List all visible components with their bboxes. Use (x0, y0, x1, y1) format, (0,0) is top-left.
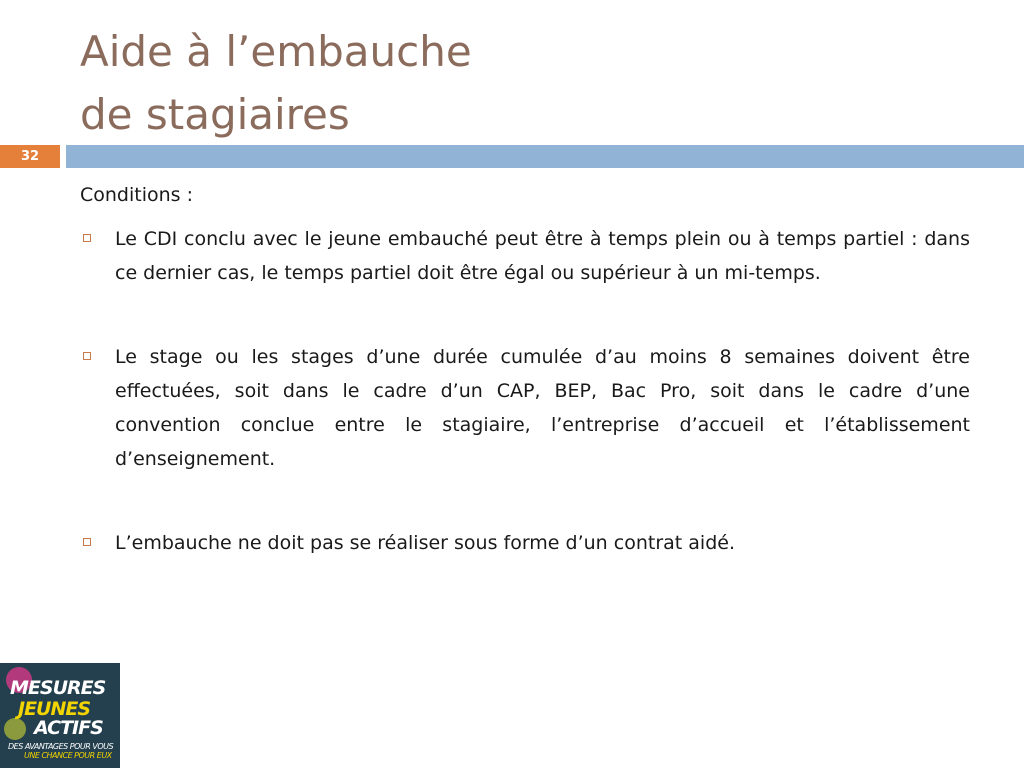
slide-title-line-2: de stagiaires (80, 90, 350, 139)
conditions-heading: Conditions : (80, 184, 194, 206)
logo-text-mesures: MESURES (10, 677, 106, 699)
bullet-text: Le CDI conclu avec le jeune embauché peut être à temps plein ou à temps partiel : dans ce dernier cas, le temps partiel doit être égal ou supérieur à un mi-temps. (115, 228, 970, 284)
logo-tagline-2: UNE CHANCE POUR EUX (24, 751, 112, 760)
slide-title (80, 20, 472, 146)
bullet-text: Le stage ou les stages d’une durée cumulée d’au moins 8 semaines doivent être effectuées, soit dans le cadre d’un CAP, BEP, Bac Pro, soit dans le cadre d’une convention conclue entre le stagiaire, l’entreprise d’accueil et l’établissement d’enseignement. (115, 346, 970, 470)
slide-content (80, 178, 970, 560)
mesures-jeunes-actifs-logo (0, 663, 120, 768)
bullet-item (80, 340, 970, 476)
logo-text-jeunes: JEUNES (18, 698, 91, 720)
circle-dot-icon (4, 718, 26, 740)
square-outline-bullet-icon (83, 538, 91, 546)
slide-number: 32 (0, 145, 60, 168)
bullet-list (80, 222, 970, 560)
square-outline-bullet-icon (83, 352, 91, 360)
accent-bar (0, 145, 1024, 168)
bullet-item (80, 222, 970, 290)
logo-text-actifs: ACTIFS (34, 717, 103, 739)
logo-tagline-1: DES AVANTAGES POUR VOUS (8, 742, 114, 751)
slide-title-line-1: Aide à l’embauche (80, 27, 472, 76)
bullet-item (80, 526, 970, 560)
square-outline-bullet-icon (83, 234, 91, 242)
accent-bar-stripe (66, 145, 1024, 168)
bullet-text: L’embauche ne doit pas se réaliser sous forme d’un contrat aidé. (115, 532, 735, 554)
